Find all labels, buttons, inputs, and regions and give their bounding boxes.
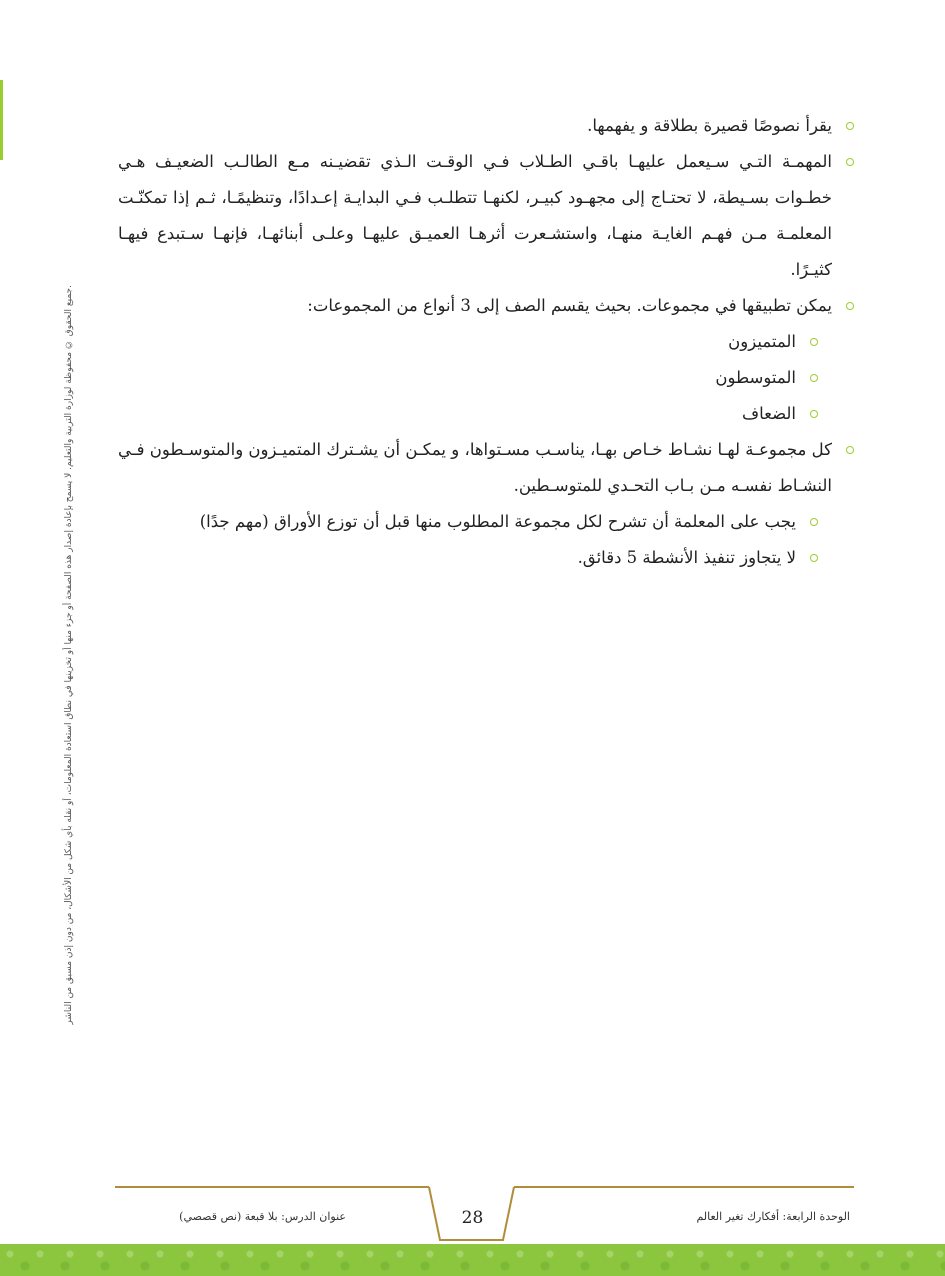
list-item-text: يمكن تطبيقها في مجموعات. بحيث يقسم الصف إلى 3 أنواع من المجموعات: [307, 296, 832, 315]
page-number: 28 [461, 1208, 484, 1228]
list-item-text: كل مجموعـة لهـا نشـاط خـاص بهـا، يناسـب مسـتواها، و يمكـن أن يشـترك المتميـزون والمتوسـطون فـي النشـاط نفسـه مـن بـاب التحـدي للمتوسـطين. [118, 440, 832, 495]
list-item-text: يقرأ نصوصًا قصيرة بطلاقة و يفهمها. [587, 116, 832, 135]
copyright-text: جميع الحقوق © محفوظة لوزارة التربية والتعليم. لا يسمح بإعادة إصدار هذه الصفحة أو جزء منها أو تخزينها في نطاق استعادة المعلومات، أو نقله بأي شكل من الأشكال، من دون إذن مسبق من الناشر. [64, 285, 74, 1025]
list-item-text: الضعاف [741, 404, 796, 423]
list-item-text: المهمـة التـي سـيعمل عليهـا باقـي الطـلاب فـي الوقـت الـذي تقضيـنه مـع الطالـب الضعيـف هـي خطـوات بسـيطة، لا تحتـاج إلى مجهـود كبيـر، لكنهـا تتطلـب فـي البدايـة إعـدادًا، وتنظيمًـا، ثـم إذا تمكنّـت المعلمـة مـن فهـم الغايـة منهـا، واستشـعرت أثرهـا العميـق عليهـا وعلـى أبنائهـا، فإنهـا سـتبدع فيهـا كثيـرًا. [118, 152, 832, 279]
decorative-footer-band [0, 1244, 945, 1276]
lesson-title: عنوان الدرس: بلا قبعة (نص قصصي) [179, 1210, 346, 1223]
list-item-text: لا يتجاوز تنفيذ الأنشطة 5 دقائق. [577, 548, 796, 567]
list-item-text: المتوسطون [715, 368, 796, 387]
unit-title: الوحدة الرابعة: أفكارك تغير العالم [696, 1210, 850, 1223]
list-item-text: المتميزون [728, 332, 796, 351]
list-item-text: يجب على المعلمة أن تشرح لكل مجموعة المطلوب منها قبل أن توزع الأوراق (مهم جدًا) [199, 512, 796, 531]
